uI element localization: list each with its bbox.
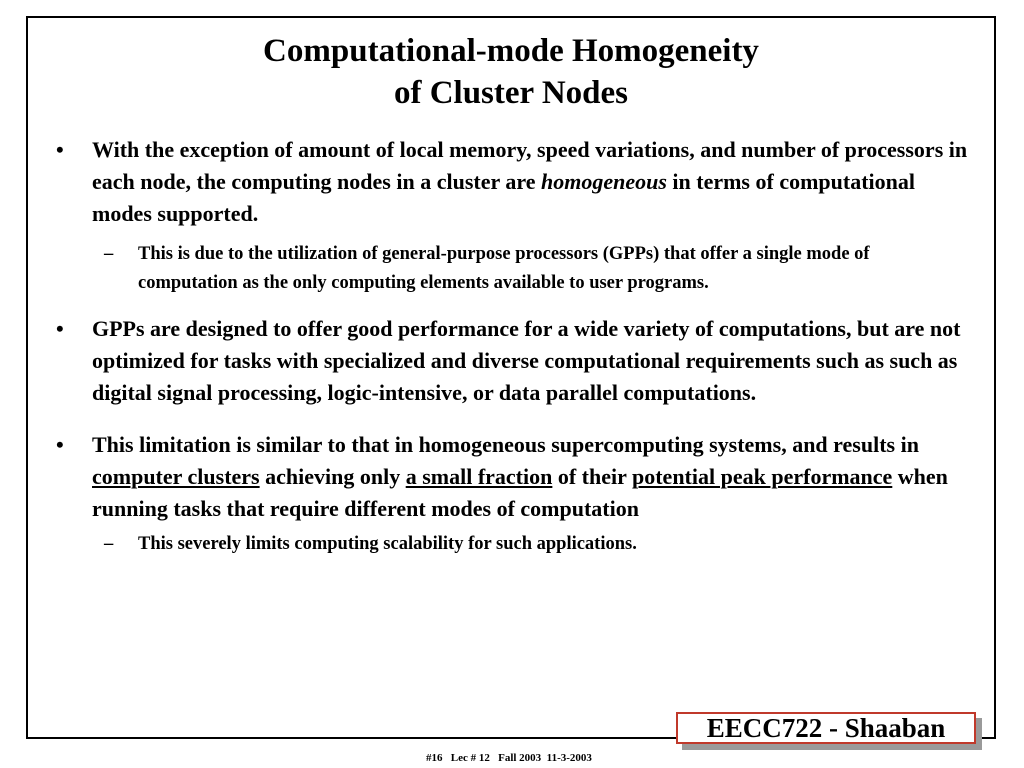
sub-bullet-2-text: This severely limits computing scalability for such applications. xyxy=(138,534,637,554)
underline-small-fraction: a small fraction xyxy=(405,464,553,489)
bullet-1-italic: homogeneous xyxy=(540,169,667,194)
bullet-marker: • xyxy=(56,137,64,162)
sub-bullet-marker: – xyxy=(104,534,114,554)
underline-computer-clusters: computer clusters xyxy=(92,464,260,489)
course-badge xyxy=(676,712,982,750)
bullet-2-text: GPPs are designed to offer good performance for a wide variety of computations, but are not optimized for tasks with specialized and diverse computational requirements such as such as digital signal processing, logic-intensive, or data parallel computations. xyxy=(92,316,961,405)
slide-title xyxy=(26,30,996,114)
bullet-1 xyxy=(56,134,971,230)
slide-footer: #16 Lec # 12 Fall 2003 11-3-2003 xyxy=(426,752,592,764)
bullet-1-text-b: in terms of computational modes supported. xyxy=(92,169,915,226)
bullet-3-text-d: when running tasks that require different modes of computation xyxy=(92,464,948,521)
sub-bullet-1 xyxy=(56,240,971,298)
bullet-3-text-b: achieving only xyxy=(259,464,406,489)
sub-bullet-marker: – xyxy=(104,244,114,264)
bullet-marker: • xyxy=(56,432,64,457)
sub-bullet-2 xyxy=(56,530,971,559)
bullet-3-text-c: of their xyxy=(552,464,632,489)
bullet-marker: • xyxy=(56,316,64,341)
bullet-1-text-a: With the exception of amount of local memory, speed variations, and number of processors in each node, the computing nodes in a cluster are xyxy=(92,137,968,194)
title-line-1: Computational-mode Homogeneity xyxy=(263,33,759,69)
sub-bullet-1-text: This is due to the utilization of general-purpose processors (GPPs) that offer a single mode of computation as the only computing elements available to user programs. xyxy=(138,244,870,293)
bullet-3 xyxy=(56,429,971,525)
slide-content xyxy=(56,134,971,559)
badge-box: EECC722 - Shaaban xyxy=(676,712,976,744)
title-line-2: of Cluster Nodes xyxy=(393,75,629,111)
underline-peak-performance: potential peak performance xyxy=(632,464,893,489)
bullet-2 xyxy=(56,313,971,409)
bullet-3-text-a: This limitation is similar to that in homogeneous supercomputing systems, and results in xyxy=(92,432,919,457)
